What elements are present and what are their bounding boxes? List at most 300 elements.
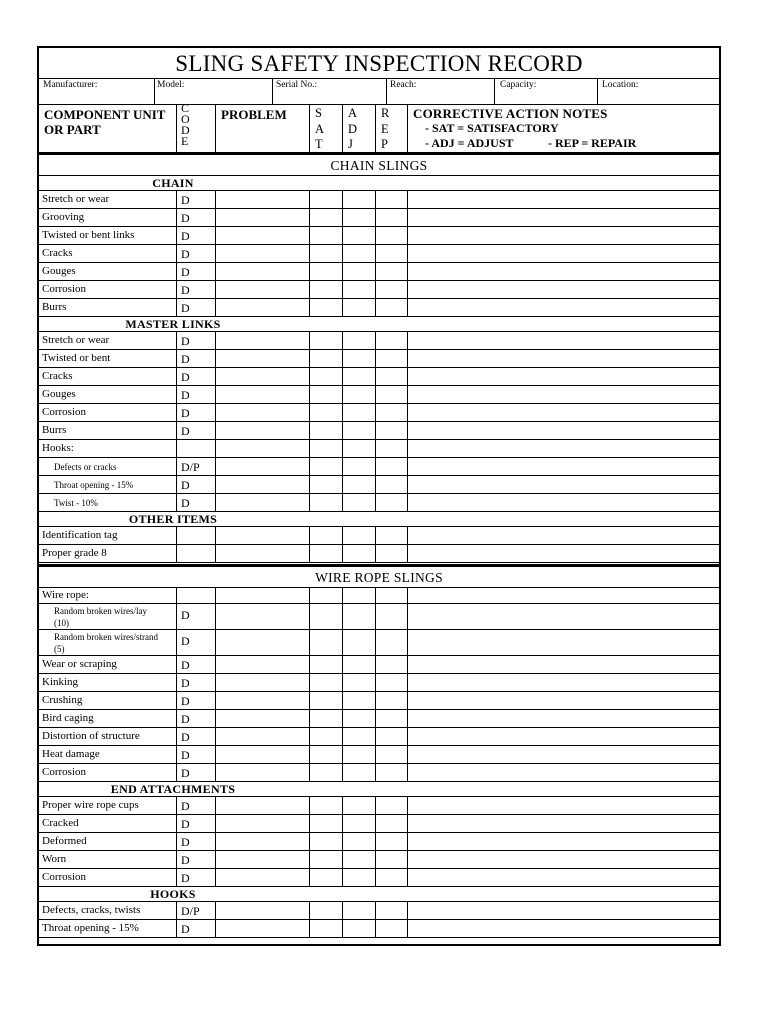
notes-cell[interactable]	[408, 263, 719, 280]
rep-cell[interactable]	[376, 245, 407, 262]
item-code: D	[181, 748, 190, 762]
notes-cell[interactable]	[408, 527, 719, 544]
adj-cell[interactable]	[343, 630, 375, 655]
subsection-hooks	[39, 887, 719, 902]
cell-divider	[176, 458, 177, 475]
cell-divider	[176, 545, 177, 562]
inspection-row	[39, 350, 719, 368]
adj-cell[interactable]	[343, 440, 375, 457]
adj-cell[interactable]	[343, 710, 375, 727]
sat-cell[interactable]	[310, 746, 342, 763]
item-code: D	[181, 817, 190, 831]
problem-cell[interactable]	[216, 545, 309, 562]
sat-cell[interactable]	[310, 368, 342, 385]
problem-cell[interactable]	[216, 386, 309, 403]
inspection-row	[39, 630, 719, 656]
cell-divider	[176, 656, 177, 673]
notes-cell[interactable]	[408, 476, 719, 493]
item-code: D	[181, 608, 190, 622]
item-code: D	[181, 265, 190, 279]
sat-cell[interactable]	[310, 674, 342, 691]
subsection-title: MASTER LINKS	[125, 317, 221, 331]
notes-cell[interactable]	[408, 851, 719, 868]
notes-cell[interactable]	[408, 227, 719, 244]
notes-cell[interactable]	[408, 281, 719, 298]
item-label: Distortion of structure	[42, 730, 140, 742]
inspection-row	[39, 764, 719, 782]
sat-cell[interactable]	[310, 476, 342, 493]
adj-cell[interactable]	[343, 764, 375, 781]
problem-cell[interactable]	[216, 527, 309, 544]
adj-cell[interactable]	[343, 656, 375, 673]
sat-cell[interactable]	[310, 604, 342, 629]
problem-cell[interactable]	[216, 797, 309, 814]
rep-cell[interactable]	[376, 263, 407, 280]
cell-divider	[176, 191, 177, 208]
problem-cell[interactable]	[216, 476, 309, 493]
rep-cell[interactable]	[376, 728, 407, 745]
problem-cell[interactable]	[216, 440, 309, 457]
rep-cell[interactable]	[376, 545, 407, 562]
item-label: Cracks	[42, 370, 73, 382]
adj-cell[interactable]	[343, 728, 375, 745]
problem-cell[interactable]	[216, 191, 309, 208]
sat-cell[interactable]	[310, 902, 342, 919]
rep-cell[interactable]	[376, 920, 407, 937]
subsection-master-links	[39, 317, 719, 332]
problem-cell[interactable]	[216, 263, 309, 280]
rep-cell[interactable]	[376, 604, 407, 629]
cell-divider	[176, 833, 177, 850]
adj-cell[interactable]	[343, 476, 375, 493]
rep-cell[interactable]	[376, 494, 407, 511]
sat-cell[interactable]	[310, 869, 342, 886]
item-code: D/P	[181, 460, 200, 474]
notes-adj-legend: - ADJ = ADJUST	[425, 136, 514, 150]
problem-cell[interactable]	[216, 299, 309, 316]
adj-cell[interactable]	[343, 368, 375, 385]
rep-cell[interactable]	[376, 350, 407, 367]
adj-cell[interactable]	[343, 902, 375, 919]
item-code: D	[181, 406, 190, 420]
adj-cell[interactable]	[343, 545, 375, 562]
rep-cell[interactable]	[376, 797, 407, 814]
sat-cell[interactable]	[310, 281, 342, 298]
problem-cell[interactable]	[216, 710, 309, 727]
item-label: Crushing	[42, 694, 83, 706]
adj-cell[interactable]	[343, 227, 375, 244]
item-label: Worn	[42, 853, 67, 865]
subsection-title: CHAIN	[152, 176, 194, 190]
item-label: Bird caging	[42, 712, 94, 724]
notes-cell[interactable]	[408, 604, 719, 629]
adj-cell[interactable]	[343, 674, 375, 691]
sat-cell[interactable]	[310, 545, 342, 562]
rep-cell[interactable]	[376, 422, 407, 439]
cell-divider	[176, 746, 177, 763]
item-code: D	[181, 247, 190, 261]
inspection-row	[39, 281, 719, 299]
rep-cell[interactable]	[376, 458, 407, 475]
cell-divider	[176, 386, 177, 403]
item-label: Stretch or wear	[42, 334, 110, 346]
item-code: D	[181, 388, 190, 402]
cell-divider	[176, 350, 177, 367]
rep-cell[interactable]	[376, 902, 407, 919]
rep-cell[interactable]	[376, 368, 407, 385]
notes-cell[interactable]	[408, 710, 719, 727]
inspection-row	[39, 368, 719, 386]
problem-cell[interactable]	[216, 422, 309, 439]
notes-cell[interactable]	[408, 209, 719, 226]
problem-cell[interactable]	[216, 227, 309, 244]
cell-divider	[176, 902, 177, 919]
component-header-2: OR PART	[44, 122, 101, 137]
sat-cell[interactable]	[310, 588, 342, 603]
rep-cell[interactable]	[376, 710, 407, 727]
sat-header: S A T	[315, 106, 325, 151]
cell-divider	[176, 920, 177, 937]
subsection-title: OTHER ITEMS	[128, 512, 218, 526]
notes-cell[interactable]	[408, 815, 719, 832]
inspection-row	[39, 494, 719, 512]
sat-cell[interactable]	[310, 440, 342, 457]
sat-cell[interactable]	[310, 728, 342, 745]
problem-cell[interactable]	[216, 674, 309, 691]
adj-cell[interactable]	[343, 281, 375, 298]
sat-cell[interactable]	[310, 710, 342, 727]
rep-cell[interactable]	[376, 404, 407, 421]
notes-cell[interactable]	[408, 386, 719, 403]
item-code: D	[181, 334, 190, 348]
cell-divider	[176, 209, 177, 226]
sat-cell[interactable]	[310, 299, 342, 316]
inspection-row	[39, 476, 719, 494]
sat-cell[interactable]	[310, 191, 342, 208]
notes-cell[interactable]	[408, 458, 719, 475]
notes-cell[interactable]	[408, 191, 719, 208]
problem-cell[interactable]	[216, 869, 309, 886]
inspection-row	[39, 263, 719, 281]
item-code: D/P	[181, 904, 200, 918]
adj-cell[interactable]	[343, 245, 375, 262]
notes-cell[interactable]	[408, 728, 719, 745]
cell-divider	[176, 404, 177, 421]
notes-cell[interactable]	[408, 869, 719, 886]
subsection-title: END ATTACHMENTS	[110, 782, 236, 796]
adj-cell[interactable]	[343, 494, 375, 511]
inspection-row	[39, 851, 719, 869]
problem-header: PROBLEM	[221, 107, 287, 122]
item-code: D	[181, 766, 190, 780]
item-label: Grooving	[42, 211, 85, 223]
item-code: D	[181, 835, 190, 849]
notes-cell[interactable]	[408, 833, 719, 850]
adj-cell[interactable]	[343, 869, 375, 886]
rep-cell[interactable]	[376, 527, 407, 544]
section-chain-slings: CHAIN SLINGS	[39, 155, 719, 176]
sat-cell[interactable]	[310, 527, 342, 544]
item-code: D	[181, 694, 190, 708]
adj-cell[interactable]	[343, 851, 375, 868]
sat-cell[interactable]	[310, 494, 342, 511]
rep-cell[interactable]	[376, 815, 407, 832]
inspection-row	[39, 440, 719, 458]
notes-cell[interactable]	[408, 545, 719, 562]
sat-cell[interactable]	[310, 764, 342, 781]
adj-cell[interactable]	[343, 191, 375, 208]
item-label: Cracks	[42, 247, 73, 259]
inspection-row	[39, 797, 719, 815]
problem-cell[interactable]	[216, 630, 309, 655]
cell-divider	[176, 728, 177, 745]
rep-cell[interactable]	[376, 209, 407, 226]
sat-cell[interactable]	[310, 630, 342, 655]
inspection-row	[39, 588, 719, 604]
adj-cell[interactable]	[343, 692, 375, 709]
rep-cell[interactable]	[376, 191, 407, 208]
sat-cell[interactable]	[310, 920, 342, 937]
cell-divider	[176, 869, 177, 886]
problem-cell[interactable]	[216, 920, 309, 937]
location-field[interactable]: Location:	[602, 80, 639, 90]
sat-cell[interactable]	[310, 404, 342, 421]
rep-cell[interactable]	[376, 851, 407, 868]
cell-divider	[176, 299, 177, 316]
component-header: COMPONENT UNIT	[44, 107, 166, 122]
adj-cell[interactable]	[343, 797, 375, 814]
problem-cell[interactable]	[216, 588, 309, 603]
serial-no-field[interactable]: Serial No.:	[276, 80, 318, 90]
adj-cell[interactable]	[343, 527, 375, 544]
cell-divider	[176, 604, 177, 629]
item-code: D	[181, 301, 190, 315]
section-wire-rope-slings: WIRE ROPE SLINGS	[39, 568, 719, 588]
item-code: D	[181, 676, 190, 690]
sat-cell[interactable]	[310, 797, 342, 814]
problem-cell[interactable]	[216, 350, 309, 367]
item-label: Deformed	[42, 835, 87, 847]
item-label: Twisted or bent links	[42, 229, 135, 241]
rep-cell[interactable]	[376, 656, 407, 673]
sat-cell[interactable]	[310, 833, 342, 850]
problem-cell[interactable]	[216, 281, 309, 298]
rep-cell[interactable]	[376, 281, 407, 298]
adj-cell[interactable]	[343, 209, 375, 226]
adj-cell[interactable]	[343, 332, 375, 349]
notes-cell[interactable]	[408, 332, 719, 349]
notes-cell[interactable]	[408, 920, 719, 937]
item-code: D	[181, 352, 190, 366]
item-label: Identification tag	[42, 529, 118, 541]
rep-cell[interactable]	[376, 833, 407, 850]
cell-divider	[176, 476, 177, 493]
adj-cell[interactable]	[343, 263, 375, 280]
item-label: Stretch or wear	[42, 193, 110, 205]
item-label: Gouges	[42, 265, 76, 277]
inspection-row	[39, 674, 719, 692]
subsection-title: HOOKS	[150, 887, 196, 901]
sat-cell[interactable]	[310, 332, 342, 349]
problem-cell[interactable]	[216, 851, 309, 868]
cell-divider	[176, 815, 177, 832]
rep-cell[interactable]	[376, 764, 407, 781]
item-code: D	[181, 799, 190, 813]
rep-cell[interactable]	[376, 299, 407, 316]
inspection-row	[39, 404, 719, 422]
notes-cell[interactable]	[408, 422, 719, 439]
problem-cell[interactable]	[216, 494, 309, 511]
rep-cell[interactable]	[376, 746, 407, 763]
rep-cell[interactable]	[376, 332, 407, 349]
item-label: Throat opening - 15%	[42, 922, 139, 934]
inspection-row	[39, 386, 719, 404]
sat-cell[interactable]	[310, 386, 342, 403]
subsection-chain	[39, 176, 719, 191]
notes-cell[interactable]	[408, 902, 719, 919]
item-label: Kinking	[42, 676, 79, 688]
reach-field[interactable]: Reach:	[390, 80, 417, 90]
notes-cell[interactable]	[408, 245, 719, 262]
adj-cell[interactable]	[343, 746, 375, 763]
adj-cell[interactable]	[343, 815, 375, 832]
problem-cell[interactable]	[216, 746, 309, 763]
problem-cell[interactable]	[216, 245, 309, 262]
model-field[interactable]: Model:	[157, 80, 185, 90]
rep-header: R E P	[381, 106, 390, 151]
problem-cell[interactable]	[216, 209, 309, 226]
problem-cell[interactable]	[216, 368, 309, 385]
notes-cell[interactable]	[408, 797, 719, 814]
notes-cell[interactable]	[408, 350, 719, 367]
adj-cell[interactable]	[343, 350, 375, 367]
sat-cell[interactable]	[310, 692, 342, 709]
cell-divider	[176, 764, 177, 781]
problem-cell[interactable]	[216, 728, 309, 745]
sat-cell[interactable]	[310, 350, 342, 367]
cell-divider	[176, 851, 177, 868]
inspection-row	[39, 299, 719, 317]
cell-divider	[176, 263, 177, 280]
cell-divider	[176, 227, 177, 244]
item-code: D	[181, 424, 190, 438]
inspection-row	[39, 869, 719, 887]
manufacturer-field[interactable]: Manufacturer:	[43, 80, 98, 90]
notes-cell[interactable]	[408, 746, 719, 763]
cell-divider	[176, 710, 177, 727]
adj-cell[interactable]	[343, 920, 375, 937]
rep-cell[interactable]	[376, 674, 407, 691]
problem-cell[interactable]	[216, 815, 309, 832]
notes-cell[interactable]	[408, 692, 719, 709]
item-code: D	[181, 496, 190, 510]
adj-cell[interactable]	[343, 422, 375, 439]
item-code: D	[181, 712, 190, 726]
inspection-row	[39, 245, 719, 263]
problem-cell[interactable]	[216, 833, 309, 850]
cell-divider	[176, 630, 177, 655]
item-code: D	[181, 658, 190, 672]
cell-divider	[176, 368, 177, 385]
notes-cell[interactable]	[408, 630, 719, 655]
notes-cell[interactable]	[408, 440, 719, 457]
cell-divider	[176, 527, 177, 544]
rep-cell[interactable]	[376, 440, 407, 457]
item-code: D	[181, 871, 190, 885]
sat-cell[interactable]	[310, 422, 342, 439]
problem-cell[interactable]	[216, 604, 309, 629]
problem-cell[interactable]	[216, 332, 309, 349]
sat-cell[interactable]	[310, 815, 342, 832]
adj-header: A D J	[348, 106, 358, 151]
item-label: Gouges	[42, 388, 76, 400]
inspection-row	[39, 902, 719, 920]
cell-divider	[176, 422, 177, 439]
item-code: D	[181, 634, 190, 648]
notes-cell[interactable]	[408, 656, 719, 673]
notes-cell[interactable]	[408, 404, 719, 421]
problem-cell[interactable]	[216, 902, 309, 919]
notes-cell[interactable]	[408, 674, 719, 691]
adj-cell[interactable]	[343, 588, 375, 603]
capacity-field[interactable]: Capacity:	[500, 80, 537, 90]
rep-cell[interactable]	[376, 476, 407, 493]
inspection-form	[37, 46, 721, 946]
notes-cell[interactable]	[408, 368, 719, 385]
sat-cell[interactable]	[310, 263, 342, 280]
sat-cell[interactable]	[310, 458, 342, 475]
notes-cell[interactable]	[408, 494, 719, 511]
item-label: Random broken wires/lay (10)	[54, 606, 147, 628]
notes-rep-legend: - REP = REPAIR	[548, 136, 637, 150]
sat-cell[interactable]	[310, 851, 342, 868]
cell-divider	[176, 674, 177, 691]
inspection-row	[39, 527, 719, 545]
adj-cell[interactable]	[343, 604, 375, 629]
problem-cell[interactable]	[216, 404, 309, 421]
notes-cell[interactable]	[408, 299, 719, 316]
item-label: Burrs	[42, 301, 67, 313]
notes-cell[interactable]	[408, 764, 719, 781]
rep-cell[interactable]	[376, 588, 407, 603]
adj-cell[interactable]	[343, 458, 375, 475]
inspection-row	[39, 833, 719, 851]
problem-cell[interactable]	[216, 692, 309, 709]
cell-divider	[176, 281, 177, 298]
inspection-row	[39, 746, 719, 764]
adj-cell[interactable]	[343, 299, 375, 316]
rep-cell[interactable]	[376, 227, 407, 244]
rep-cell[interactable]	[376, 869, 407, 886]
notes-cell[interactable]	[408, 588, 719, 603]
adj-cell[interactable]	[343, 404, 375, 421]
problem-cell[interactable]	[216, 458, 309, 475]
sat-cell[interactable]	[310, 227, 342, 244]
inspection-row	[39, 656, 719, 674]
sat-cell[interactable]	[310, 209, 342, 226]
rep-cell[interactable]	[376, 386, 407, 403]
sat-cell[interactable]	[310, 245, 342, 262]
cell-divider	[176, 588, 177, 603]
adj-cell[interactable]	[343, 833, 375, 850]
item-code: D	[181, 193, 190, 207]
problem-cell[interactable]	[216, 764, 309, 781]
adj-cell[interactable]	[343, 386, 375, 403]
problem-cell[interactable]	[216, 656, 309, 673]
rep-cell[interactable]	[376, 630, 407, 655]
rep-cell[interactable]	[376, 692, 407, 709]
sat-cell[interactable]	[310, 656, 342, 673]
